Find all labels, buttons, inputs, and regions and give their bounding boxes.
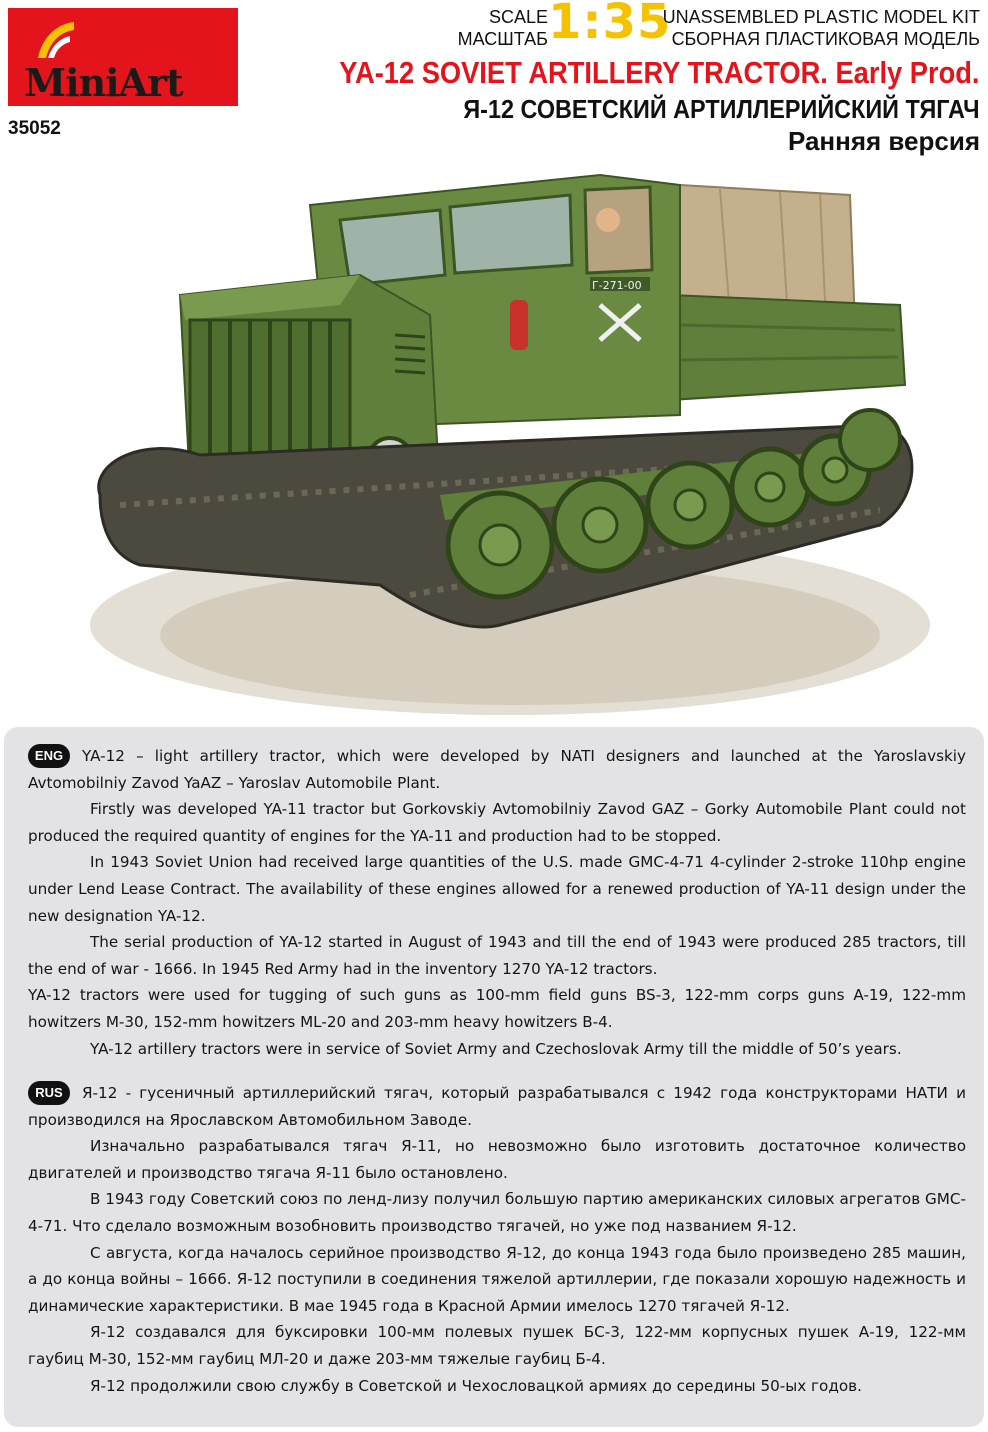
- ru-paragraph-4: С августа, когда началось серийное производство Я-12, до конца 1943 года было произведено 285 машин, а до конца войны – 1666. Я-12 поступили в соединения тяжелой артиллерии, где показали хорошую надежность и динамические характеристики. В мае 1945 года в Красной Армии имелось 1270 тягачей Я-12.: [28, 1243, 966, 1315]
- kit-number: 35052: [8, 118, 61, 139]
- miniart-logo: [8, 8, 238, 106]
- ru-paragraph-2: Изначально разрабатывался тягач Я-11, но невозможно было изготовить достаточное количество двигателей и производство тягача Я-11 было остановлено.: [28, 1137, 966, 1182]
- scale-label-en: SCALE: [488, 7, 548, 27]
- ru-paragraph-5: Я-12 создавался для буксировки 100-мм полевых пушек БС-3, 122-мм корпусных пушек А-19, 122-мм гаубиц М-30, 152-мм гаубиц МЛ-20 и даже 203-мм тяжелые гаубиц Б-4.: [28, 1323, 966, 1368]
- lang-badge-rus: RUS: [28, 1081, 70, 1105]
- en-paragraph-3: In 1943 Soviet Union had received large quantities of the U.S. made GMC-4-71 4-cylinder 2-stroke 110hp engine under Lend Lease Contract. The availability of these engines allowed for a renewed production of YA-11 design under the new designation YA-12.: [28, 853, 966, 925]
- en-paragraph-2: Firstly was developed YA-11 tractor but Gorkovskiy Avtomobilniy Zavod GAZ – Gorky Automobile Plant could not produced the required quantity of engines for the YA-11 and production had to be stopped.: [28, 800, 966, 845]
- kit-type-ru: СБОРНАЯ ПЛАСТИКОВАЯ МОДЕЛЬ: [671, 29, 980, 49]
- logo-text: MiniArt: [24, 60, 183, 105]
- lang-badge-eng: ENG: [28, 744, 70, 768]
- scale-value: 1:35: [548, 0, 672, 50]
- title-ru-subtitle: Ранняя версия: [787, 126, 980, 156]
- en-paragraph-6: YA-12 artillery tractors were in service of Soviet Army and Czechoslovak Army till the middle of 50’s years.: [90, 1039, 902, 1058]
- scale-label-ru: МАСШТАБ: [457, 29, 548, 49]
- title-ru: Я-12 СОВЕТСКИЙ АРТИЛЛЕРИЙСКИЙ ТЯГАЧ: [463, 94, 980, 124]
- en-paragraph-5: YA-12 tractors were used for tugging of such guns as 100-mm field guns BS-3, 122-mm corps guns A-19, 122-mm howitzers M-30, 152-mm howitzers ML-20 and 203-mm heavy howitzers B-4.: [28, 986, 966, 1031]
- en-paragraph-1: ENG YA-12 – light artillery tractor, which were developed by NATI designers and launched at the Yaroslavskiy Avtomobilniy Zavod YaAZ – Yaroslav Automobile Plant.: [28, 743, 966, 796]
- ru-paragraph-1: RUS Я-12 - гусеничный артиллерийский тягач, который разрабатывался с 1942 года конструкторами НАТИ и производился на Ярославском Автомобильном Заводе.: [28, 1080, 966, 1133]
- kit-type-en: UNASSEMBLED PLASTIC MODEL KIT: [662, 7, 980, 27]
- description-russian: [28, 1080, 966, 1399]
- cargo-bed: [670, 185, 905, 400]
- en-paragraph-4: The serial production of YA-12 started in August of 1943 and till the end of 1943 were produced 285 tractors, till the end of war - 1666. In 1945 Red Army had in the inventory 1270 YA-12 tractors.: [28, 933, 966, 978]
- description-english: [28, 743, 966, 1062]
- ru-paragraph-3: В 1943 году Советский союз по ленд-лизу получил большую партию американских силовых агрегатов GMC-4-71. Что сделало возможным возобновить производство тягачей, но уже под названием Я-12.: [28, 1190, 966, 1235]
- title-en: YA-12 SOVIET ARTILLERY TRACTOR. Early Prod.: [339, 55, 980, 90]
- vehicle-marking: Г-271-00: [592, 279, 642, 292]
- ru-paragraph-6: Я-12 продолжили свою службу в Советской и Чехословацкой армиях до середины 50-ых годов.: [90, 1376, 862, 1395]
- tractor-illustration: [80, 165, 930, 720]
